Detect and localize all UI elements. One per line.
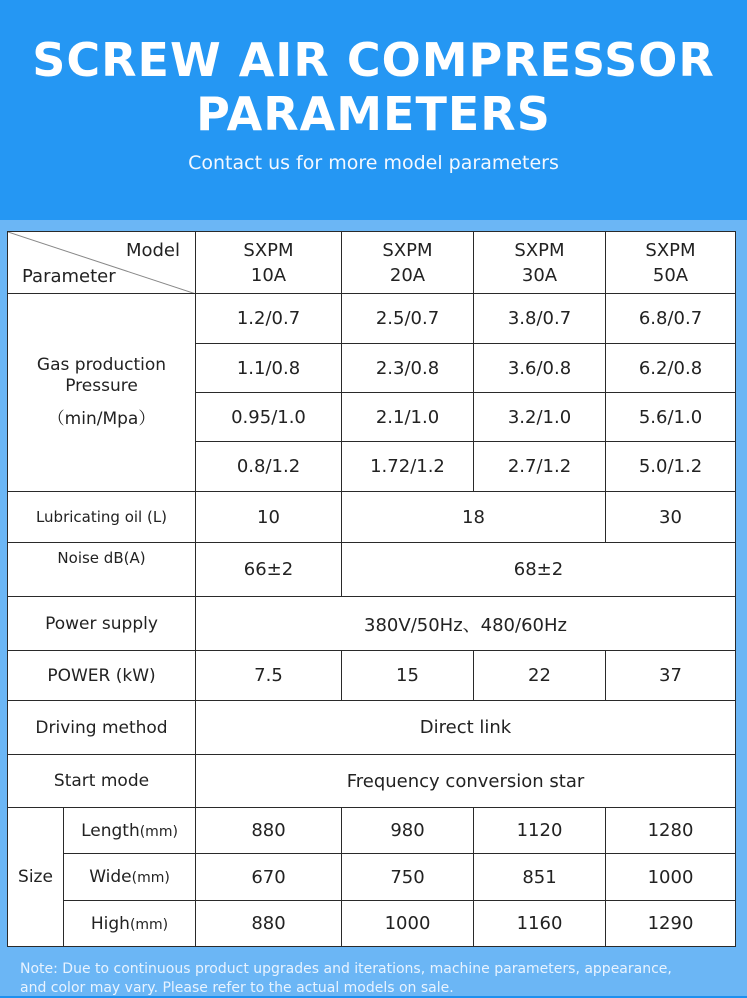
size-label: Size	[8, 808, 64, 947]
size-high-row	[8, 901, 736, 947]
gas-label-unit: （min/Mpa）	[47, 409, 156, 429]
driving-method-label: Driving method	[8, 701, 196, 755]
corner-model-label: Model	[125, 240, 180, 261]
lubricating-oil-label: Lubricating oil (L)	[8, 492, 196, 543]
gas-cell: 2.3/0.8	[342, 344, 474, 393]
model-code: 50A	[652, 264, 689, 286]
gas-cell: 3.8/0.7	[474, 294, 606, 344]
page-title-line1: SCREW AIR COMPRESSOR	[32, 33, 715, 87]
model-name: SXPM	[382, 239, 433, 261]
size-value: 851	[474, 854, 606, 901]
gas-cell: 1.2/0.7	[196, 294, 342, 344]
model-code: 10A	[250, 264, 287, 286]
disclaimer-note	[20, 960, 720, 998]
size-value: 1160	[474, 901, 606, 947]
gas-cell: 3.2/1.0	[474, 393, 606, 442]
start-mode-value: Frequency conversion star	[196, 755, 736, 808]
gas-cell: 6.2/0.8	[606, 344, 736, 393]
gas-cell: 2.5/0.7	[342, 294, 474, 344]
size-value: 1000	[342, 901, 474, 947]
size-value: 750	[342, 854, 474, 901]
size-length-text: Length	[81, 820, 140, 841]
power-supply-value: 380V/50Hz、480/60Hz	[196, 597, 736, 651]
power-value: 37	[606, 651, 736, 701]
noise-row	[8, 543, 736, 597]
size-value: 1290	[606, 901, 736, 947]
gas-cell: 5.6/1.0	[606, 393, 736, 442]
gas-label-line1: Gas production	[36, 355, 167, 375]
gas-cell: 2.1/1.0	[342, 393, 474, 442]
power-value: 22	[474, 651, 606, 701]
driving-method-value: Direct link	[196, 701, 736, 755]
gas-cell: 2.7/1.2	[474, 442, 606, 492]
model-name: SXPM	[514, 239, 565, 261]
corner-header-cell	[8, 232, 196, 294]
gas-cell: 0.95/1.0	[196, 393, 342, 442]
size-value: 1000	[606, 854, 736, 901]
driving-method-row	[8, 701, 736, 755]
model-header-row	[8, 232, 736, 294]
page-title-line2: PARAMETERS	[196, 87, 551, 141]
gas-cell: 5.0/1.2	[606, 442, 736, 492]
unit-mm: (mm)	[131, 870, 170, 886]
size-wide-row	[8, 854, 736, 901]
power-value: 15	[342, 651, 474, 701]
model-header-30a	[474, 232, 606, 294]
gas-cell: 0.8/1.2	[196, 442, 342, 492]
gas-cell: 1.72/1.2	[342, 442, 474, 492]
unit-mm: (mm)	[129, 916, 169, 933]
model-header-20a	[342, 232, 474, 294]
start-mode-row	[8, 755, 736, 808]
parameters-table	[7, 231, 736, 947]
lubricating-oil-row	[8, 492, 736, 543]
power-value: 7.5	[196, 651, 342, 701]
power-row	[8, 651, 736, 701]
gas-cell: 3.6/0.8	[474, 344, 606, 393]
noise-value-10a: 66±2	[196, 543, 342, 597]
model-code: 30A	[521, 264, 558, 286]
power-supply-row	[8, 597, 736, 651]
size-value: 880	[196, 808, 342, 854]
size-value: 980	[342, 808, 474, 854]
gas-row-1	[8, 294, 736, 344]
oil-value-50a: 30	[606, 492, 736, 543]
model-name: SXPM	[243, 239, 294, 261]
gas-production-label	[8, 294, 196, 492]
header-banner	[0, 0, 747, 220]
size-high-label	[64, 901, 196, 947]
gas-label-line2: Pressure	[65, 376, 138, 396]
model-header-10a	[196, 232, 342, 294]
gas-cell: 6.8/0.7	[606, 294, 736, 344]
size-value: 670	[196, 854, 342, 901]
size-high-text: High	[90, 913, 130, 934]
start-mode-label: Start mode	[8, 755, 196, 808]
note-line2: and color may vary. Please refer to the actual models on sale.	[20, 980, 454, 996]
size-value: 880	[196, 901, 342, 947]
size-value: 1280	[606, 808, 736, 854]
power-supply-label: Power supply	[8, 597, 196, 651]
noise-value-others: 68±2	[342, 543, 736, 597]
size-value: 1120	[474, 808, 606, 854]
page-subtitle: Contact us for more model parameters	[188, 152, 559, 174]
size-wide-label	[64, 854, 196, 901]
model-code: 20A	[389, 264, 426, 286]
noise-label: Noise dB(A)	[8, 543, 196, 597]
size-length-label	[64, 808, 196, 854]
oil-value-20a-30a: 18	[342, 492, 606, 543]
gas-cell: 1.1/0.8	[196, 344, 342, 393]
size-length-row	[8, 808, 736, 854]
model-header-50a	[606, 232, 736, 294]
oil-value-10a: 10	[196, 492, 342, 543]
power-label: POWER (kW)	[8, 651, 196, 701]
size-wide-text: Wide	[89, 867, 132, 887]
model-name: SXPM	[645, 239, 696, 261]
note-line1: Note: Due to continuous product upgrades and iterations, machine parameters, appearance,	[20, 961, 672, 977]
corner-parameter-label: Parameter	[22, 266, 116, 287]
unit-mm: (mm)	[139, 823, 178, 840]
